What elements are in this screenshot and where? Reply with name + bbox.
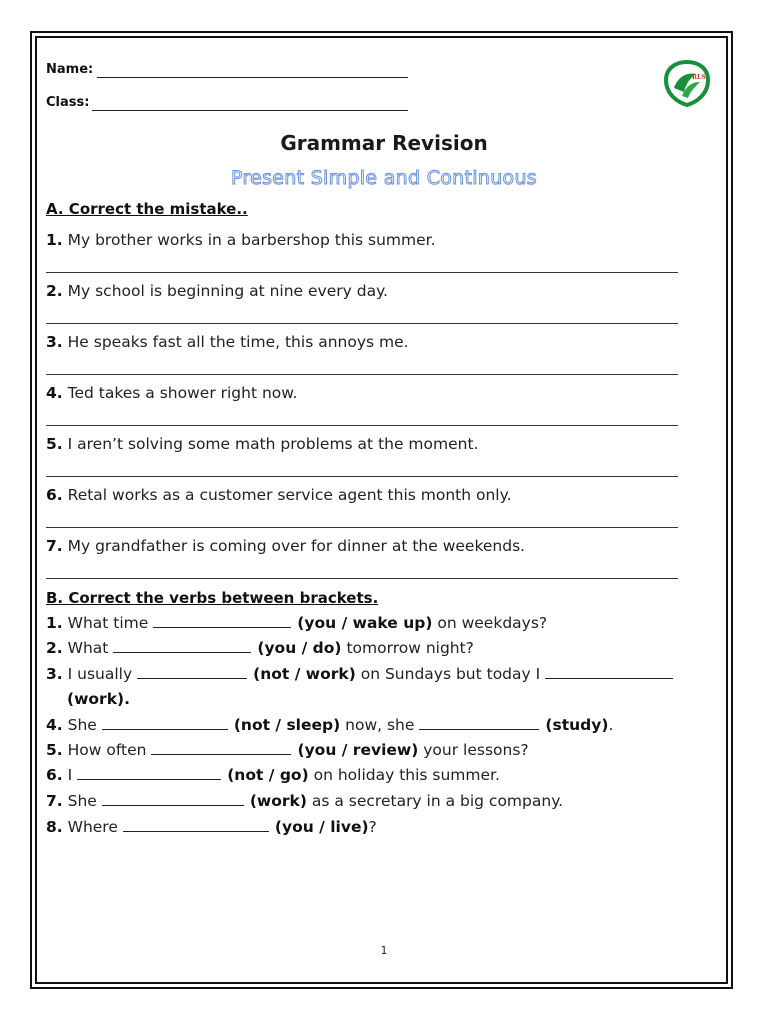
verb-hint: (work) (67, 690, 125, 708)
question-a2 (46, 282, 388, 300)
blank-field[interactable] (102, 805, 244, 806)
page-subtitle: Present Simple and Continuous (230, 167, 538, 189)
question-b6 (46, 766, 500, 784)
question-a5 (46, 435, 478, 453)
question-a4 (46, 384, 297, 402)
verb-hint: (you / live) (274, 818, 369, 836)
question-a1 (46, 231, 436, 249)
question-b1 (46, 614, 547, 632)
answer-line-a4[interactable] (46, 425, 678, 426)
blank-field[interactable] (102, 729, 228, 730)
verb-hint: (study) (545, 716, 609, 734)
blank-field[interactable] (113, 652, 251, 653)
punctuation: ? (368, 818, 377, 836)
question-text: I usually (67, 665, 133, 683)
question-b4 (46, 716, 613, 734)
question-text: as a secretary in a big company. (311, 792, 564, 810)
answer-line-a2[interactable] (46, 323, 678, 324)
question-number: 2. (46, 639, 63, 657)
question-number: 8. (46, 818, 63, 836)
question-text: tomorrow night? (346, 639, 474, 657)
question-a7 (46, 537, 525, 555)
verb-hint: (you / review) (297, 741, 419, 759)
answer-line-a6[interactable] (46, 527, 678, 528)
question-number: 7. (46, 792, 63, 810)
page-number: 1 (380, 944, 388, 957)
question-text: What (67, 639, 109, 657)
question-text: How often (67, 741, 147, 759)
verb-hint: (not / go) (227, 766, 309, 784)
question-b7 (46, 792, 563, 810)
answer-line-a3[interactable] (46, 374, 678, 375)
question-text: My brother works in a barbershop this summer. (67, 231, 436, 249)
question-number: 4. (46, 384, 63, 402)
blank-field[interactable] (153, 627, 291, 628)
punctuation: . (608, 716, 614, 734)
verb-hint: (not / sleep) (233, 716, 341, 734)
question-text: now, she (345, 716, 415, 734)
blank-field[interactable] (123, 831, 269, 832)
question-number: 3. (46, 665, 63, 683)
blank-field[interactable] (137, 678, 247, 679)
class-label: Class: (46, 95, 90, 110)
question-number: 3. (46, 333, 63, 351)
punctuation: . (124, 690, 130, 708)
question-text: She (67, 716, 97, 734)
question-text: on holiday this summer. (313, 766, 500, 784)
question-text: I aren’t solving some math problems at the moment. (67, 435, 479, 453)
answer-line-a7[interactable] (46, 578, 678, 579)
blank-field[interactable] (77, 779, 221, 780)
question-text: on weekdays? (437, 614, 548, 632)
class-line[interactable] (92, 110, 408, 111)
question-text: She (67, 792, 97, 810)
blank-field[interactable] (419, 729, 539, 730)
question-b8 (46, 818, 377, 836)
verb-hint: (you / do) (257, 639, 342, 657)
question-number: 6. (46, 486, 63, 504)
question-a3 (46, 333, 409, 351)
svg-text:RLS: RLS (692, 74, 706, 81)
question-number: 6. (46, 766, 63, 784)
question-text: What time (67, 614, 149, 632)
question-b3 (46, 665, 679, 683)
question-text: your lessons? (423, 741, 529, 759)
name-label: Name: (46, 62, 94, 77)
section-a-heading: A. Correct the mistake.. (46, 200, 248, 218)
page-title: Grammar Revision (280, 131, 488, 155)
question-text: Retal works as a customer service agent this month only. (67, 486, 512, 504)
question-text: My school is beginning at nine every day. (67, 282, 388, 300)
verb-hint: (work) (249, 792, 307, 810)
question-number: 2. (46, 282, 63, 300)
question-a6 (46, 486, 512, 504)
question-text: Ted takes a shower right now. (67, 384, 298, 402)
question-text: He speaks fast all the time, this annoys me. (67, 333, 409, 351)
question-number: 1. (46, 614, 63, 632)
answer-line-a5[interactable] (46, 476, 678, 477)
question-number: 4. (46, 716, 63, 734)
question-b5 (46, 741, 529, 759)
school-logo (662, 58, 712, 108)
question-number: 7. (46, 537, 63, 555)
question-number: 5. (46, 435, 63, 453)
blank-field[interactable] (151, 754, 291, 755)
question-text: I (67, 766, 73, 784)
answer-line-a1[interactable] (46, 272, 678, 273)
question-text: Where (67, 818, 118, 836)
verb-hint: (you / wake up) (297, 614, 433, 632)
verb-hint: (not / work) (253, 665, 356, 683)
question-text: on Sundays but today I (360, 665, 541, 683)
section-b-heading: B. Correct the verbs between brackets. (46, 589, 379, 607)
blank-field[interactable] (545, 678, 673, 679)
question-number: 1. (46, 231, 63, 249)
question-number: 5. (46, 741, 63, 759)
question-b3-cont (67, 690, 130, 708)
question-b2 (46, 639, 474, 657)
question-text: My grandfather is coming over for dinner at the weekends. (67, 537, 526, 555)
name-line[interactable] (97, 77, 408, 78)
